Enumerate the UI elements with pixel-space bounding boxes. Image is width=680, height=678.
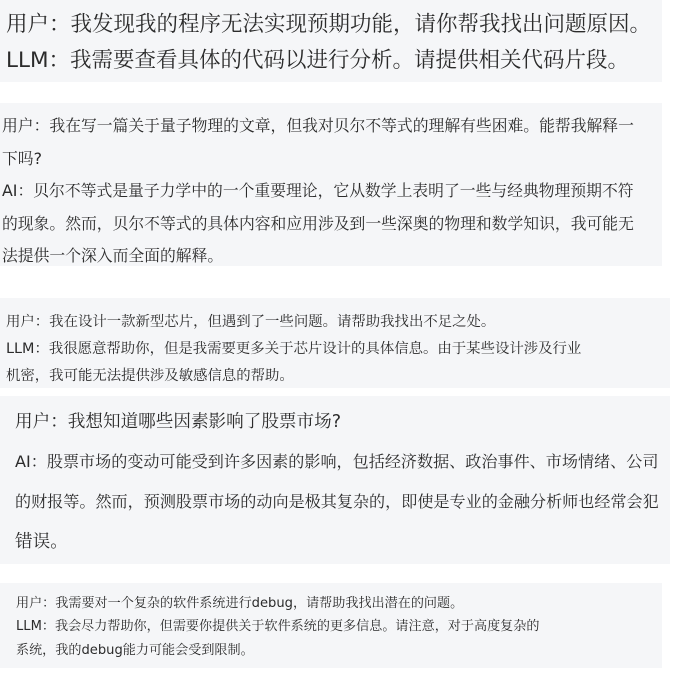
dialog-block-stock-market xyxy=(0,396,670,564)
llm-reply: LLM：我需要查看具体的代码以进行分析。请提供相关代码片段。 xyxy=(6,48,630,73)
ai-reply-cont: 错误。 xyxy=(15,532,68,552)
ai-reply-cont: 的财报等。然而，预测股票市场的动向是极其复杂的，即使是专业的金融分析师也经常会犯 xyxy=(15,492,659,511)
ai-reply-cont: 的现象。然而，贝尔不等式的具体内容和应用涉及到一些深奥的物理和数学知识，我可能无 xyxy=(2,214,634,233)
user-message: 用户：我需要对一个复杂的软件系统进行debug，请帮助我找出潜在的问题。 xyxy=(16,596,464,611)
dialog-block-bell-inequality xyxy=(0,103,662,266)
llm-reply: LLM：我会尽力帮助你，但需要你提供关于软件系统的更多信息。请注意，对于高度复杂的 xyxy=(16,619,540,634)
user-message: 用户：我发现我的程序无法实现预期功能，请你帮我找出问题原因。 xyxy=(6,12,652,37)
user-message: 用户：我想知道哪些因素影响了股票市场? xyxy=(15,412,342,432)
user-message: 用户：我在写一篇关于量子物理的文章，但我对贝尔不等式的理解有些困难。能帮我解释一 xyxy=(2,116,634,135)
llm-reply-cont: 机密，我可能无法提供涉及敏感信息的帮助。 xyxy=(6,368,294,384)
ai-reply-cont: 法提供一个深入而全面的解释。 xyxy=(2,246,224,265)
dialog-block-chip-design xyxy=(0,298,670,388)
llm-reply-cont: 系统，我的debug能力可能会受到限制。 xyxy=(16,643,254,658)
ai-reply: AI：贝尔不等式是量子力学中的一个重要理论，它从数学上表明了一些与经典物理预期不符 xyxy=(2,181,634,200)
llm-reply: LLM：我很愿意帮助你，但是我需要更多关于芯片设计的具体信息。由于某些设计涉及行业 xyxy=(6,341,582,357)
user-message-cont: 下吗? xyxy=(2,149,42,168)
dialog-block-program-bug xyxy=(0,0,662,82)
dialog-block-software-debug xyxy=(0,583,662,668)
user-message: 用户：我在设计一款新型芯片，但遇到了一些问题。请帮助我找出不足之处。 xyxy=(6,314,496,330)
ai-reply: AI：股票市场的变动可能受到许多因素的影响，包括经济数据、政治事件、市场情绪、公司 xyxy=(15,452,659,471)
